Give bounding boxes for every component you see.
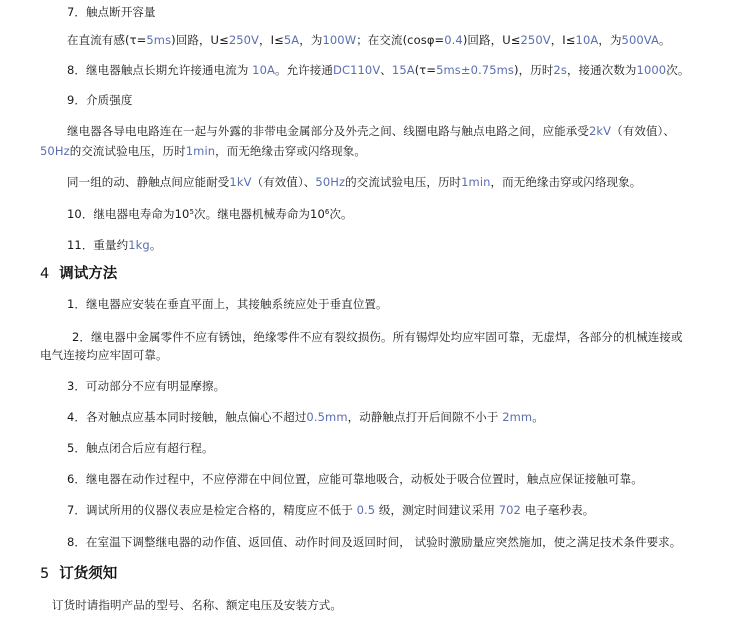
section-4-item-6: 6．继电器在动作过程中，不应停滞在中间位置，应能可靠地吸合，动板处于吸合位置时，触点应保证接触可靠。 bbox=[67, 472, 643, 486]
section-4-item-3: 3．可动部分不应有明显摩擦。 bbox=[67, 379, 226, 393]
section-5-heading: 5 订货须知 bbox=[40, 566, 118, 582]
item-9-paragraph-2: 同一组的动、静触点间应能耐受1kV（有效值）、50Hz的交流试验电压，历时1min，而无绝缘击穿或闪络现象。 bbox=[67, 175, 642, 189]
section-4-item-2-line-2: 电气连接均应牢固可靠。 bbox=[40, 348, 168, 362]
section-4-heading: 4 调试方法 bbox=[40, 266, 118, 282]
item-9-paragraph-1-line-2: 50Hz的交流试验电压，历时1min，而无绝缘击穿或闪络现象。 bbox=[40, 144, 366, 158]
section-4-item-5: 5．触点闭合后应有超行程。 bbox=[67, 441, 214, 455]
section-4-item-8: 8．在室温下调整继电器的动作值、返回值、动作时间及返回时间， 试验时激励量应突然施加，使之满足技术条件要求。 bbox=[67, 535, 682, 549]
item-7-title: 7．触点断开容量 bbox=[67, 5, 156, 19]
item-7-body: 在直流有感(τ=5ms)回路，U≤250V，I≤5A，为100W；在交流(cosφ=0.4)回路，U≤250V，I≤10A，为500VA。 bbox=[67, 33, 671, 47]
item-9-title: 9．介质强度 bbox=[67, 93, 133, 107]
item-10: 10．继电器电寿命为$10^5$次。继电器机械寿命为$10^6$次。 bbox=[67, 207, 353, 221]
section-4-item-2-line-1: 2．继电器中金属零件不应有锈蚀，绝缘零件不应有裂纹损伤。所有锡焊处均应牢固可靠，无虚焊，各部分的机械连接或 bbox=[72, 330, 683, 344]
item-11: 11．重量约1kg。 bbox=[67, 238, 162, 252]
section-5-body: 订货时请指明产品的型号、名称、额定电压及安装方式。 bbox=[52, 598, 342, 612]
section-4-item-4: 4．各对触点应基本同时接触，触点偏心不超过0.5mm，动静触点打开后间隙不小于 2mm。 bbox=[67, 410, 544, 424]
item-8: 8．继电器触点长期允许接通电流为 10A。允许接通DC110V、15A(τ=5ms±0.75ms)，历时2s，接通次数为1000次。 bbox=[67, 63, 690, 77]
item-9-paragraph-1-line-1: 继电器各导电电路连在一起与外露的非带电金属部分及外壳之间、线圈电路与触点电路之间，应能承受2kV（有效值）、 bbox=[67, 124, 676, 138]
section-4-item-1: 1．继电器应安装在垂直平面上，其接触系统应处于垂直位置。 bbox=[67, 297, 388, 311]
section-4-item-7: 7．调试所用的仪器仪表应是检定合格的，精度应不低于 0.5 级，测定时间建议采用 702 电子毫秒表。 bbox=[67, 503, 595, 517]
